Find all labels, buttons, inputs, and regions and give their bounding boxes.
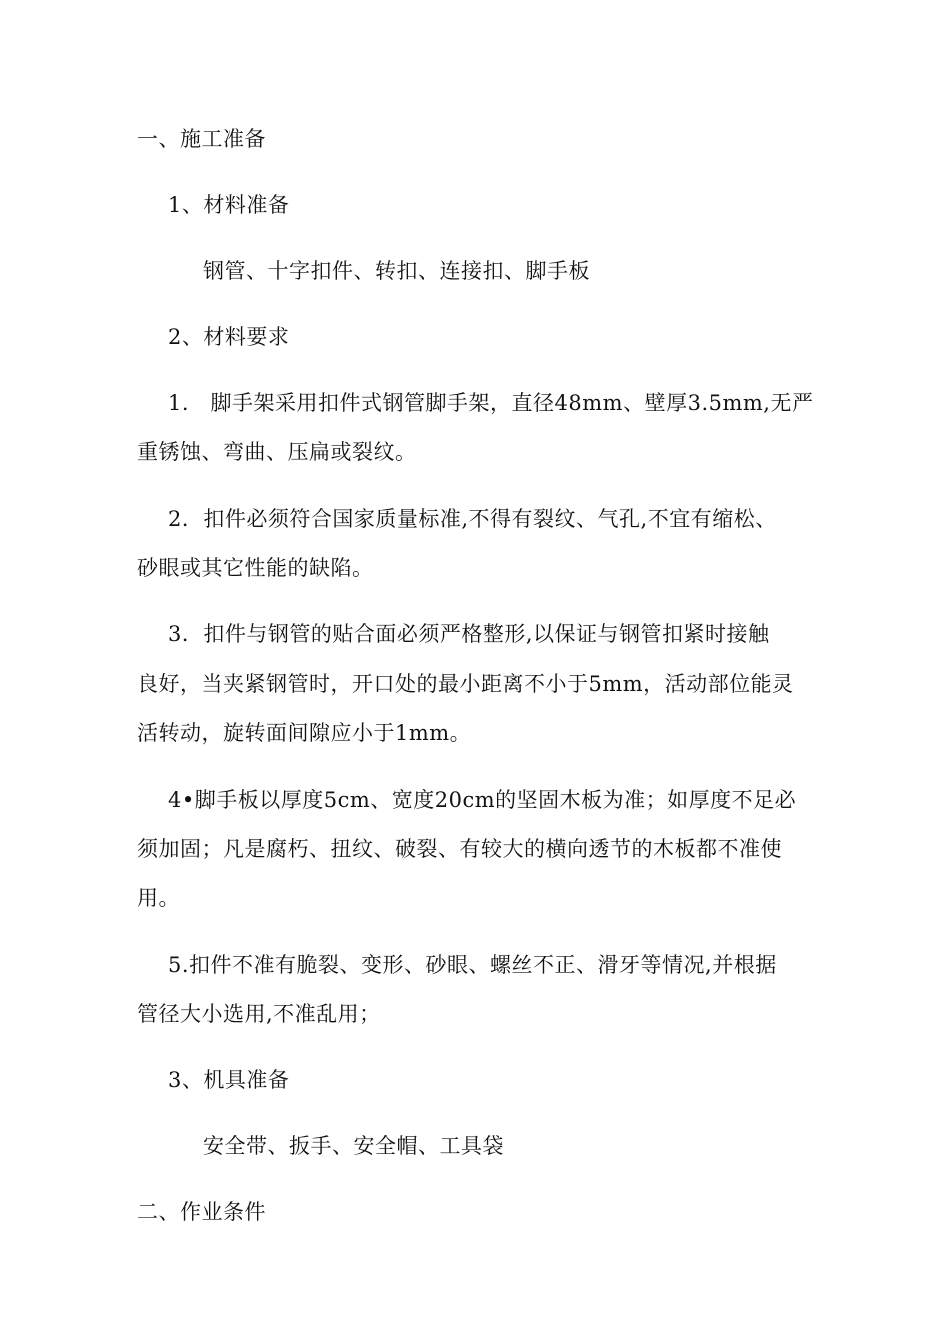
paragraph-line: 良好，当夹紧钢管时，开口处的最小距离不小于5mm，活动部位能灵 <box>137 672 794 696</box>
paragraph-line: 砂眼或其它性能的缺陷。 <box>137 556 374 580</box>
item-list: 安全带、扳手、安全帽、工具袋 <box>203 1134 504 1158</box>
subsection-heading: 3、机具准备 <box>168 1068 290 1092</box>
paragraph-line: 用。 <box>137 886 180 910</box>
paragraph-line: 2．扣件必须符合国家质量标准,不得有裂纹、气孔,不宜有缩松、 <box>168 507 777 531</box>
paragraph-line: 5.扣件不准有脆裂、变形、砂眼、螺丝不正、滑牙等情况,并根据 <box>168 953 777 977</box>
subsection-heading: 1、材料准备 <box>168 193 290 217</box>
paragraph-line: 重锈蚀、弯曲、压扁或裂纹。 <box>137 440 417 464</box>
section-heading: 二、作业条件 <box>137 1200 266 1224</box>
paragraph-line: 活转动，旋转面间隙应小于1mm。 <box>137 721 472 745</box>
item-list: 钢管、十字扣件、转扣、连接扣、脚手板 <box>203 259 590 283</box>
section-heading: 一、施工准备 <box>137 127 266 151</box>
paragraph-line: 4•脚手板以厚度5cm、宽度20cm的坚固木板为准；如厚度不足必 <box>168 788 797 812</box>
paragraph-line: 1. 脚手架采用扣件式钢管脚手架，直径48mm、壁厚3.5mm,无严 <box>168 391 814 415</box>
paragraph-line: 须加固；凡是腐朽、扭纹、破裂、有较大的横向透节的木板都不准使 <box>137 837 782 861</box>
paragraph-line: 3．扣件与钢管的贴合面必须严格整形,以保证与钢管扣紧时接触 <box>168 622 770 646</box>
subsection-heading: 2、材料要求 <box>168 325 290 349</box>
paragraph-line: 管径大小选用,不准乱用； <box>137 1002 381 1026</box>
